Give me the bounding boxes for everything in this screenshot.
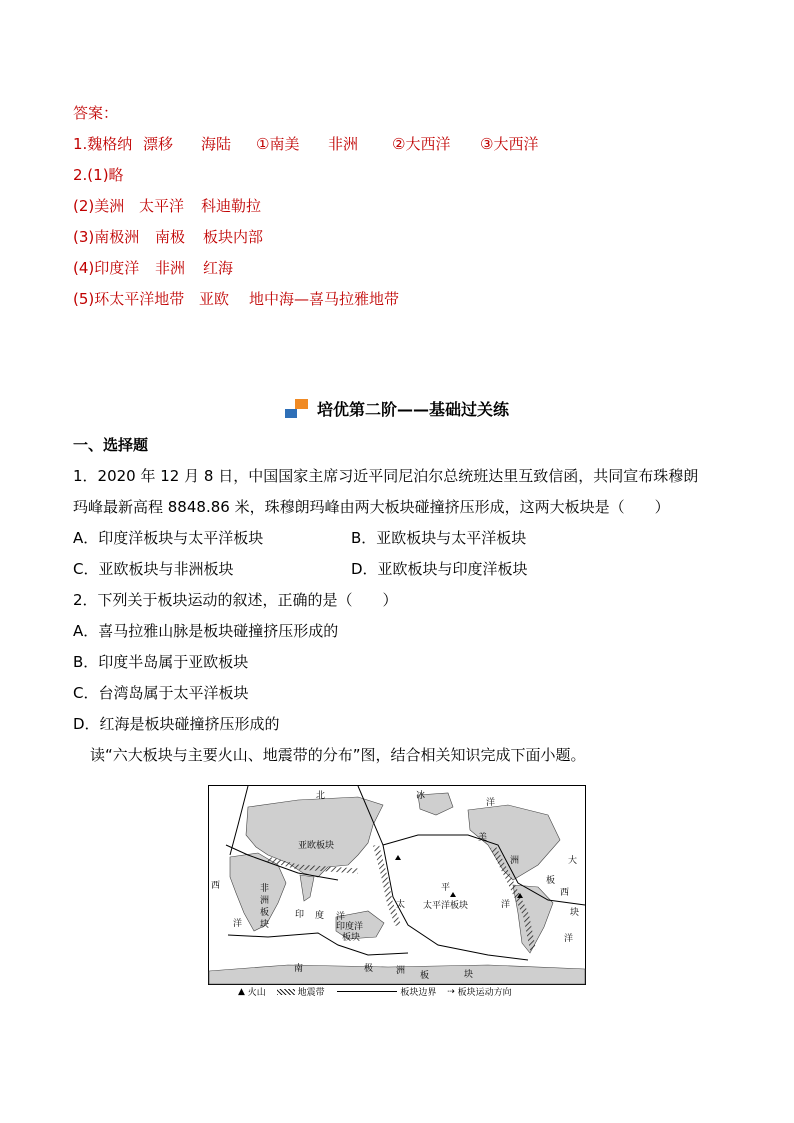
section-logo-icon: [285, 399, 309, 419]
map-label: 冰: [416, 791, 426, 801]
legend-direction: 板块运动方向: [457, 988, 512, 998]
q1-options-ab: [73, 523, 733, 554]
part-heading: 一、选择题: [73, 436, 149, 454]
section-title: [0, 397, 794, 423]
answer-line-2: 2.(1)略: [73, 166, 124, 184]
map-label: 南: [294, 964, 304, 974]
section-title-text: 培优第二阶——基础过关练: [316, 400, 509, 419]
answer-item: 板块内部: [203, 228, 264, 246]
map-label: 大: [568, 856, 578, 866]
map-intro: 读“六大板块与主要火山、地震带的分布”图，结合相关知识完成下面小题。: [90, 746, 586, 764]
map-label: 洲: [510, 856, 520, 866]
answer-line-6: [73, 284, 733, 315]
q2-text: 2．下列关于板块运动的叙述，正确的是（ ）: [73, 591, 398, 609]
map-label: 西: [560, 888, 570, 898]
quake-belt-icon: [277, 989, 295, 995]
q2-option-d[interactable]: D．红海是板块碰撞挤压形成的: [73, 715, 280, 733]
plate-map: [208, 785, 586, 985]
q1-option-b[interactable]: B．亚欧板块与太平洋板块: [351, 529, 527, 547]
question-section: [73, 430, 733, 771]
map-label: 洋: [233, 919, 243, 929]
answer-header: 答案：: [73, 104, 119, 122]
legend-quake: 地震带: [297, 988, 325, 998]
map-label: 美: [478, 833, 488, 843]
q1-options-cd: [73, 554, 733, 585]
answer-line-1: [73, 129, 733, 160]
q2-option-c[interactable]: C．台湾岛属于太平洋板块: [73, 684, 249, 702]
answer-item: 漂移: [143, 135, 174, 153]
answer-item: ②大西洋: [392, 135, 451, 153]
map-label: 块: [464, 970, 474, 980]
q2-option-a[interactable]: A．喜马拉雅山脉是板块碰撞挤压形成的: [73, 622, 339, 640]
answer-item: 地中海—喜马拉雅地带: [249, 290, 400, 308]
answer-item: (4)印度洋: [73, 259, 140, 277]
map-label: 非: [260, 884, 270, 894]
answer-item: 太平洋: [139, 197, 185, 215]
map-label: 板: [260, 908, 270, 918]
q1-option-d[interactable]: D．亚欧板块与印度洋板块: [351, 560, 528, 578]
map-label: 洋: [501, 900, 511, 910]
map-label: 印: [295, 910, 305, 920]
answer-item: ③大西洋: [480, 135, 539, 153]
q1-option-a[interactable]: A．印度洋板块与太平洋板块: [73, 529, 264, 547]
map-label: 块: [260, 920, 270, 930]
map-label: 板: [420, 971, 430, 981]
map-label: 太: [396, 900, 406, 910]
map-label: 印度洋: [336, 922, 364, 932]
map-label: 平: [441, 883, 451, 893]
map-label: 洲: [396, 966, 406, 976]
map-label: 块: [570, 908, 580, 918]
map-label: 板块: [342, 933, 361, 943]
map-label: 洋: [564, 934, 574, 944]
direction-arrow-icon: ⇢: [447, 986, 455, 997]
volcano-icon: ▲: [238, 986, 245, 997]
q1-option-c[interactable]: C．亚欧板块与非洲板块: [73, 560, 234, 578]
answer-item: 红海: [203, 259, 234, 277]
answer-item: ①南美: [256, 135, 300, 153]
answer-item: (5)环太平洋地带: [73, 290, 185, 308]
map-label: 西: [211, 881, 221, 891]
map-label: 洋: [486, 798, 496, 808]
q2-option-b[interactable]: B．印度半岛属于亚欧板块: [73, 653, 249, 671]
answer-item: 海陆: [201, 135, 232, 153]
legend-volcano: 火山: [247, 988, 266, 998]
answer-line-4: [73, 222, 733, 253]
map-label: 北: [316, 791, 326, 801]
answer-line-3: [73, 191, 733, 222]
answer-item: 1.魏格纳: [73, 135, 133, 153]
answer-item: 科迪勒拉: [201, 197, 262, 215]
answer-item: (2)美洲: [73, 197, 125, 215]
map-label: 极: [364, 964, 374, 974]
answer-item: 南极: [155, 228, 186, 246]
answer-item: (3)南极洲: [73, 228, 140, 246]
answer-section: [73, 98, 733, 315]
map-label: 亚欧板块: [298, 841, 335, 851]
boundary-line-icon: [337, 991, 397, 992]
legend-boundary: 板块边界: [400, 988, 437, 998]
q1-text-line2: 玛峰最新高程 8848.86 米，珠穆朗玛峰由两大板块碰撞挤压形成，这两大板块是（ ）: [73, 498, 670, 516]
map-label: 度: [315, 911, 325, 921]
map-label: 洋: [336, 912, 346, 922]
answer-item: 非洲: [328, 135, 359, 153]
answer-line-5: [73, 253, 733, 284]
answer-item: 亚欧: [199, 290, 230, 308]
q1-text-line1: 1．2020 年 12 月 8 日，中国国家主席习近平同尼泊尔总统班达里互致信函，共同宣布珠穆朗: [73, 467, 699, 485]
map-legend: [238, 985, 598, 998]
answer-item: 非洲: [155, 259, 186, 277]
map-label: 太平洋板块: [423, 901, 469, 911]
map-label: 洲: [260, 896, 270, 906]
map-label: 板: [546, 876, 556, 886]
